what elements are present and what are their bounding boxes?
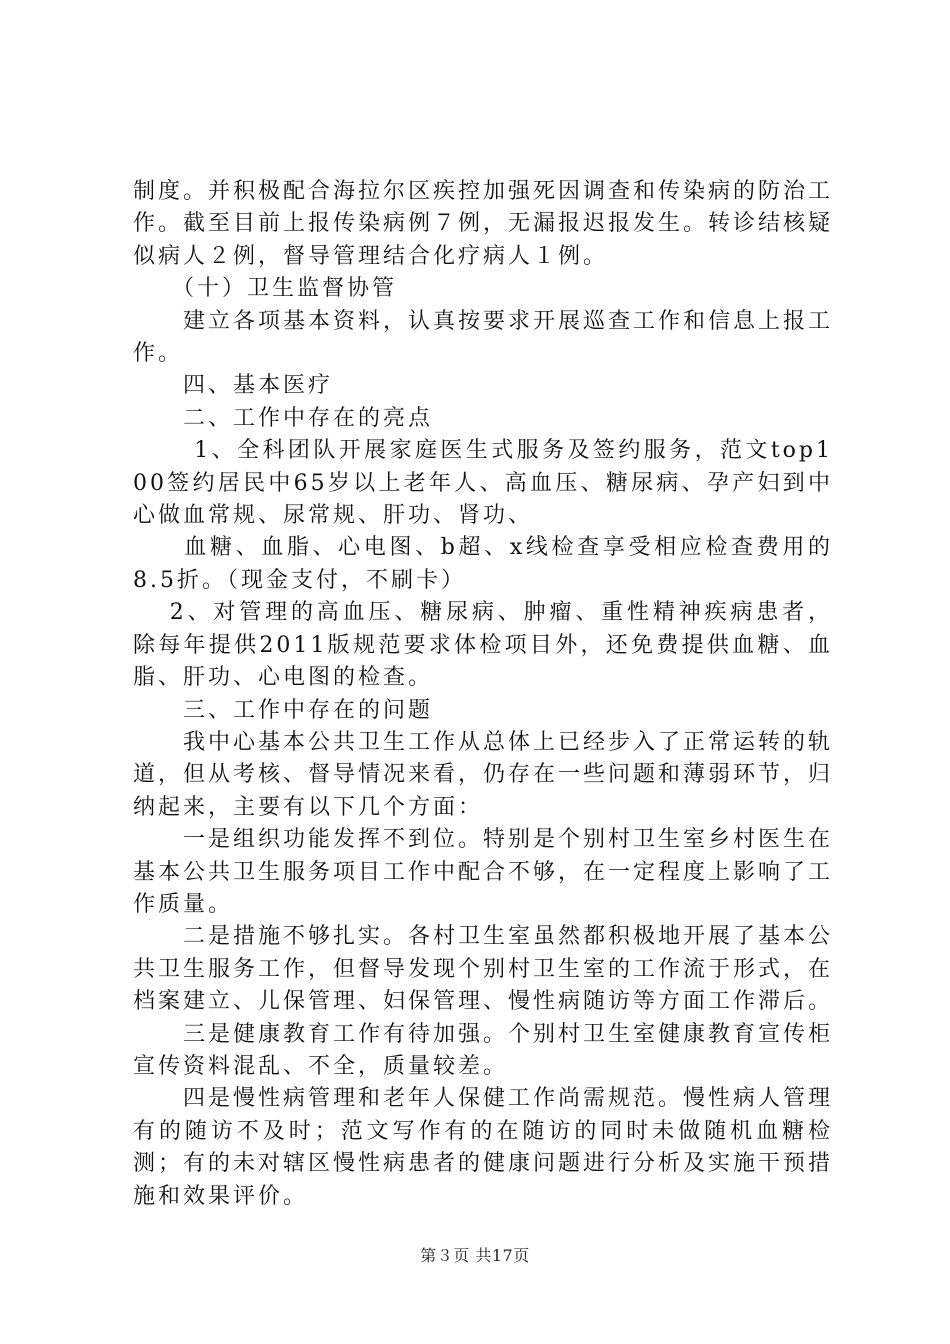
- section-heading-health-supervision: （十）卫生监督协管: [133, 276, 398, 302]
- paragraph-problem-4: 四是慢性病管理和老年人保健工作尚需规范。慢性病人管理有的随访不及时；范文写作有的在随访的同时未做随机血糖检测；有的未对辖区慢性病患者的健康问题进行分析及实施干预措施和效果评价。: [133, 1086, 834, 1209]
- section-heading-basic-medical: 四、基本医疗: [133, 373, 334, 399]
- section-heading-problems: 三、工作中存在的问题: [133, 697, 434, 723]
- paragraph-problem-2: 二是措施不够扎实。各村卫生室虽然都积极地开展了基本公共卫生服务工作，但督导发现个别村卫生室的工作流于形式，在档案建立、儿保管理、妇保管理、慢性病随访等方面工作滞后。: [133, 924, 834, 1015]
- paragraph-problems-intro: 我中心基本公共卫生工作从总体上已经步入了正常运转的轨道，但从考核、督导情况来看，仍存在一些问题和薄弱环节，归纳起来，主要有以下几个方面：: [133, 729, 834, 820]
- section-heading-highlights: 二、工作中存在的亮点: [133, 405, 434, 431]
- paragraph-1: 制度。并积极配合海拉尔区疾控加强死因调查和传染病的防治工作。截至目前上报传染病例７例，无漏报迟报发生。转诊结核疑似病人２例，督导管理结合化疗病人１例。: [133, 179, 834, 269]
- paragraph-highlight-2: 2、对管理的高血压、糖尿病、肿瘤、重性精神疾病患者，除每年提供2011版规范要求体检项目外，还免费提供血糖、血脂、肝功、心电图的检查。: [133, 600, 833, 691]
- paragraph-highlight-1-cont: 血糖、血脂、心电图、b超、x线检查享受相应检查费用的8.5折。（现金支付，不刷卡）: [133, 535, 833, 593]
- paragraph-highlight-1: 1、全科团队开展家庭医生式服务及签约服务，范文top100签约居民中65岁以上老年人、高血压、糖尿病、孕产妇到中心做血常规、尿常规、肝功、肾功、: [133, 438, 833, 529]
- paragraph-problem-1: 一是组织功能发挥不到位。特别是个别村卫生室乡村医生在基本公共卫生服务项目工作中配合不够，在一定程度上影响了工作质量。: [133, 827, 834, 917]
- page-number-footer: 第３页 共17页: [420, 1246, 530, 1265]
- paragraph-problem-3: 三是健康教育工作有待加强。个别村卫生室健康教育宣传柜宣传资料混乱、不全，质量较差。: [133, 1021, 834, 1079]
- paragraph-2: 建立各项基本资料，认真按要求开展巡查工作和信息上报工作。: [133, 308, 834, 367]
- document-body: [133, 176, 833, 1213]
